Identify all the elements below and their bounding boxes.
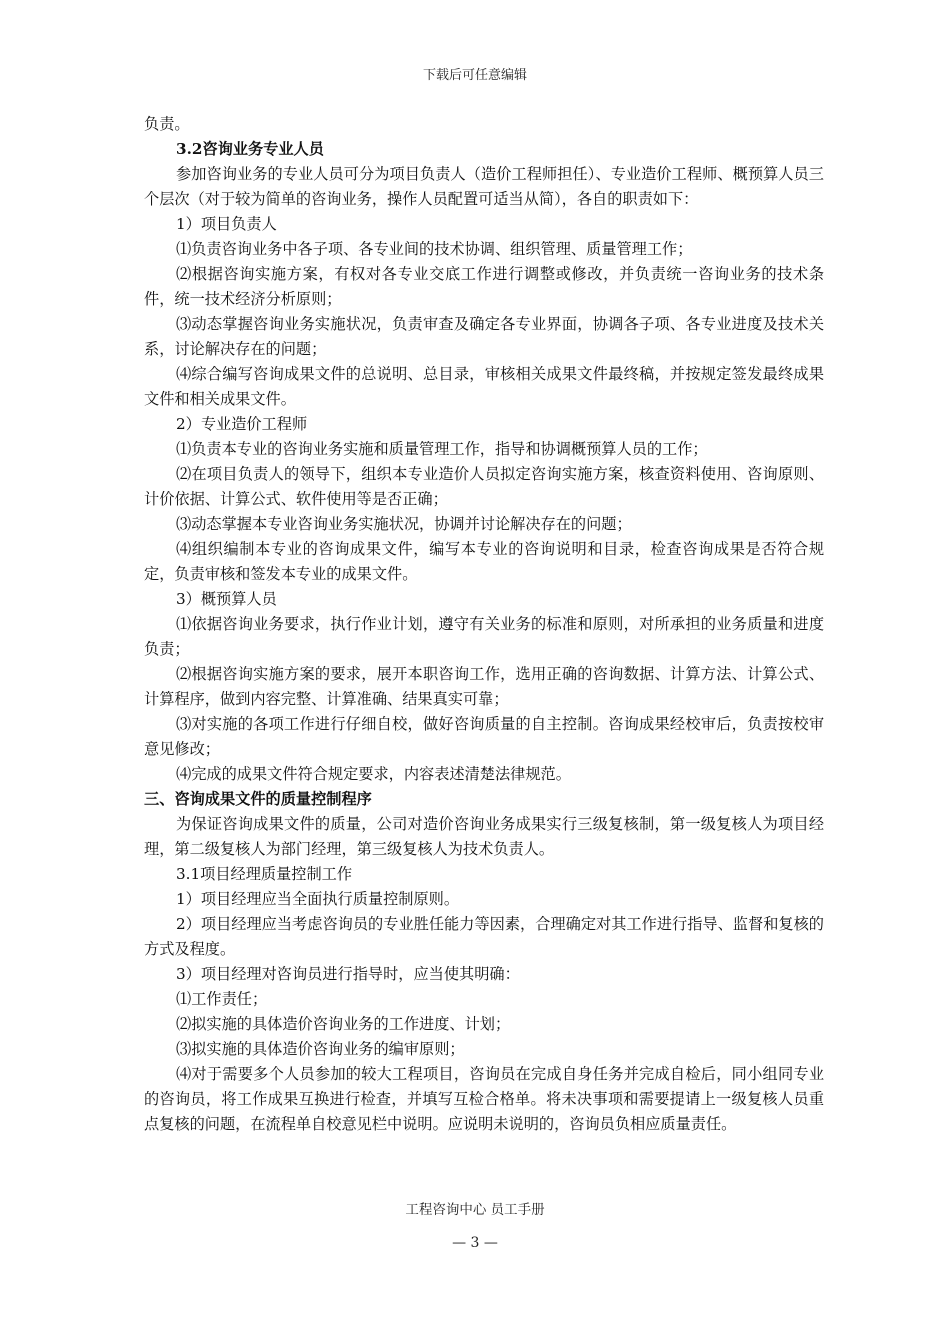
subheading: 2）专业造价工程师 xyxy=(176,415,308,433)
list-item: ⑵根据咨询实施方案的要求，展开本职咨询工作，选用正确的咨询数据、计算方法、计算公式、计算程序，做到内容完整、计算准确、结果真实可靠； xyxy=(144,665,824,708)
list-item: ⑴工作责任； xyxy=(176,990,268,1008)
section-heading: 3.2咨询业务专业人员 xyxy=(176,140,324,158)
page-number: — 3 — xyxy=(452,1235,498,1251)
chapter-heading: 三、咨询成果文件的质量控制程序 xyxy=(144,790,372,808)
list-item: ⑷组织编制本专业的咨询成果文件，编写本专业的咨询说明和目录，检查咨询成果是否符合规定，负责审核和签发本专业的成果文件。 xyxy=(144,540,824,583)
list-item: ⑶拟实施的具体造价咨询业务的编审原则； xyxy=(176,1040,465,1058)
list-item: ⑶动态掌握本专业咨询业务实施状况，协调并讨论解决存在的问题； xyxy=(176,515,632,533)
list-item: ⑴负责本专业的咨询业务实施和质量管理工作，指导和协调概预算人员的工作； xyxy=(176,440,708,458)
list-item: 1）项目经理应当全面执行质量控制原则。 xyxy=(176,890,460,908)
paragraph: 参加咨询业务的专业人员可分为项目负责人（造价工程师担任）、专业造价工程师、概预算人员三个层次（对于较为简单的咨询业务，操作人员配置可适当从简），各自的职责如下： xyxy=(144,165,824,208)
list-item: ⑵根据咨询实施方案，有权对各专业交底工作进行调整或修改，并负责统一咨询业务的技术条件，统一技术经济分析原则； xyxy=(144,265,824,308)
page-footer: 工程咨询中心 员工手册 xyxy=(405,1202,545,1218)
list-item: ⑶动态掌握咨询业务实施状况，负责审查及确定各专业界面，协调各子项、各专业进度及技术关系，讨论解决存在的问题； xyxy=(144,315,824,358)
list-item: ⑷对于需要多个人员参加的较大工程项目，咨询员在完成自身任务并完成自检后，同小组同专业的咨询员，将工作成果互换进行检查，并填写互检合格单。将未决事项和需要提请上一级复核人员重点复核的问题，在流程单自校意见栏中说明。应说明未说明的，咨询员负相应质量责任。 xyxy=(144,1065,824,1133)
list-item: ⑷综合编写咨询成果文件的总说明、总目录，审核相关成果文件最终稿，并按规定签发最终成果文件和相关成果文件。 xyxy=(144,365,824,408)
list-item: ⑴负责咨询业务中各子项、各专业间的技术协调、组织管理、质量管理工作； xyxy=(176,240,693,258)
subheading: 3）概预算人员 xyxy=(176,590,277,608)
subheading: 1）项目负责人 xyxy=(176,215,277,233)
list-item: ⑴依据咨询业务要求，执行作业计划，遵守有关业务的标准和原则，对所承担的业务质量和进度负责； xyxy=(144,615,824,658)
list-item: ⑶对实施的各项工作进行仔细自校，做好咨询质量的自主控制。咨询成果经校审后，负责按校审意见修改； xyxy=(144,715,824,758)
paragraph: 负责。 xyxy=(144,115,190,133)
page-header: 下载后可任意编辑 xyxy=(422,68,527,83)
list-item: ⑵在项目负责人的领导下，组织本专业造价人员拟定咨询实施方案，核查资料使用、咨询原则、计价依据、计算公式、软件使用等是否正确； xyxy=(144,465,824,508)
list-item: ⑷完成的成果文件符合规定要求，内容表述清楚法律规范。 xyxy=(176,765,571,783)
list-item: 2）项目经理应当考虑咨询员的专业胜任能力等因素，合理确定对其工作进行指导、监督和复核的方式及程度。 xyxy=(144,915,824,958)
document-body xyxy=(144,112,824,1137)
list-item: 3）项目经理对咨询员进行指导时，应当使其明确： xyxy=(176,965,520,983)
paragraph: 为保证咨询成果文件的质量，公司对造价咨询业务成果实行三级复核制，第一级复核人为项目经理，第二级复核人为部门经理，第三级复核人为技术负责人。 xyxy=(144,815,824,858)
section-heading: 3.1项目经理质量控制工作 xyxy=(176,865,353,883)
list-item: ⑵拟实施的具体造价咨询业务的工作进度、计划； xyxy=(176,1015,511,1033)
